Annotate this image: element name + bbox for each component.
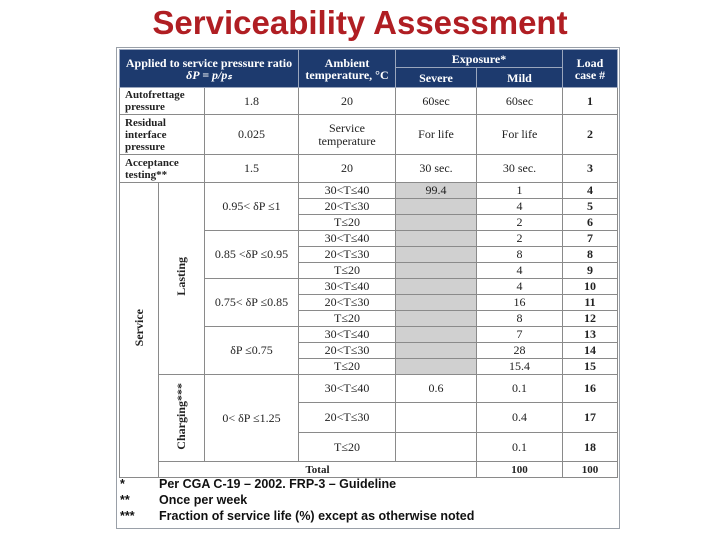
footnote: *** Fraction of service life (%) except as otherwise noted (120, 509, 475, 523)
table-row: T≤20 4 9 (120, 263, 618, 279)
header-severe: Severe (396, 68, 477, 88)
table-row: Service Lasting 0.95< δP ≤1 30<T≤40 99.4 1 4 (120, 183, 618, 199)
charging-label: Charging*** (159, 375, 205, 462)
header-load-case: Load case # (563, 50, 618, 88)
table-row: δP ≤0.75 30<T≤40 7 13 (120, 327, 618, 343)
footnote: * Per CGA C-19 – 2002. FRP-3 – Guideline (120, 477, 397, 491)
table-row: Acceptance testing** 1.5 20 30 sec. 30 sec. 3 (120, 155, 618, 183)
page-title: Serviceability Assessment (152, 4, 568, 41)
header-mild: Mild (477, 68, 563, 88)
footnote: ** Once per week (120, 493, 248, 507)
table-row: T≤20 8 12 (120, 311, 618, 327)
table-row: 0.75< δP ≤0.85 30<T≤40 4 10 (120, 279, 618, 295)
table-row: Charging*** 0< δP ≤1.25 30<T≤40 0.6 0.1 16 (120, 375, 618, 403)
table-row: 0.85 <δP ≤0.95 30<T≤40 2 7 (120, 231, 618, 247)
lasting-label: Lasting (159, 183, 205, 375)
table-row: T≤20 0.1 18 (120, 433, 618, 462)
table-row: 20<T≤30 8 8 (120, 247, 618, 263)
table-row: 20<T≤30 4 5 (120, 199, 618, 215)
table-row: Residual interface pressure 0.025 Service temperature For life For life 2 (120, 115, 618, 155)
table-row: 20<T≤30 0.4 17 (120, 403, 618, 433)
serviceability-table (119, 49, 618, 478)
table-row: 20<T≤30 28 14 (120, 343, 618, 359)
footnotes (120, 476, 610, 524)
table-row: T≤20 2 6 (120, 215, 618, 231)
service-label: Service (120, 183, 159, 478)
header-ratio: Applied to service pressure ratio δP = p/pₛ (120, 50, 299, 88)
table-row: 20<T≤30 16 11 (120, 295, 618, 311)
table-row: Autofrettage pressure 1.8 20 60sec 60sec 1 (120, 88, 618, 115)
table-row: T≤20 15.4 15 (120, 359, 618, 375)
total-row: Total 100 100 (120, 462, 618, 478)
header-temperature: Ambient temperature, °C (299, 50, 396, 88)
header-exposure: Exposure* (396, 50, 563, 68)
